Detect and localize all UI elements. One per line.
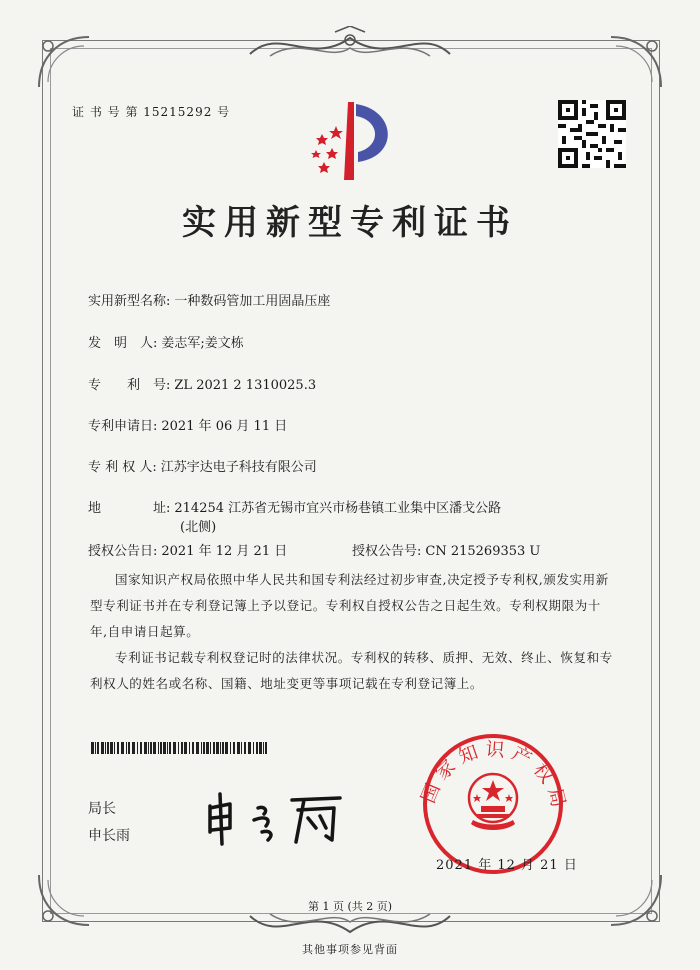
corner-ornament-top-right	[606, 32, 666, 92]
certificate-number: 证 书 号 第 15215292 号	[72, 105, 231, 119]
field-value: CN 215269353 U	[425, 544, 541, 559]
field-label: 授权公告日:	[88, 544, 158, 559]
field-address	[88, 497, 501, 516]
statement-paragraph-1: 国家知识产权局依照中华人民共和国专利法经过初步审查,决定授予专利权,颁发实用新型专利证书并在专利登记簿上予以登记。专利权自授权公告之日起生效。专利权期限为十年,自申请日起算。	[90, 572, 609, 639]
field-value: 2021 年 12 月 21 日	[161, 544, 288, 559]
field-value: 2021 年 06 月 11 日	[161, 419, 288, 434]
top-ornament	[240, 26, 460, 66]
field-value: 一种数码管加工用固晶压座	[174, 294, 331, 309]
cnipa-logo-icon	[296, 96, 406, 186]
seal-text: 国家知识产权局	[417, 738, 571, 816]
field-value: 江苏宇达电子科技有限公司	[160, 460, 317, 475]
corner-ornament-top-left	[34, 32, 94, 92]
field-label: 实用新型名称:	[88, 294, 171, 309]
field-grant-date	[88, 540, 287, 559]
footer-note: 其他事项参见背面	[302, 943, 398, 956]
field-utility-name	[88, 290, 330, 309]
field-address-line2: (北侧)	[180, 520, 217, 535]
qr-code-icon	[558, 100, 626, 168]
barcode-icon	[91, 742, 271, 754]
svg-text:国家知识产权局	[417, 738, 571, 815]
director-name: 申长雨	[88, 828, 130, 844]
seal-date: 2021 年 12 月 21 日	[436, 858, 578, 873]
field-label: 发 明 人:	[88, 336, 158, 351]
field-label: 专利申请日:	[88, 419, 158, 434]
field-application-date	[88, 415, 287, 434]
field-value: 姜志军;姜文栋	[161, 336, 244, 351]
field-value: 214254 江苏省无锡市宜兴市杨巷镇工业集中区潘戈公路	[174, 501, 502, 516]
field-patent-number	[88, 374, 316, 393]
field-value: ZL 2021 2 1310025.3	[174, 378, 317, 393]
field-grant-number	[352, 540, 540, 559]
field-label: 专 利 权 人:	[88, 460, 157, 475]
field-label: 授权公告号:	[352, 544, 422, 559]
field-label: 专 利 号:	[88, 378, 171, 393]
field-patentee	[88, 456, 317, 475]
field-label: 地 址:	[88, 501, 171, 516]
director-title: 局长	[88, 801, 116, 817]
official-seal-icon	[413, 724, 573, 874]
certificate-title: 实用新型专利证书	[182, 203, 518, 243]
page-number: 第 1 页 (共 2 页)	[307, 900, 393, 913]
director-signature	[200, 788, 360, 848]
statement-paragraph-2: 专利证书记载专利权登记时的法律状况。专利权的转移、质押、无效、终止、恢复和专利权人的姓名或名称、国籍、地址变更等事项记载在专利登记簿上。	[90, 650, 613, 691]
field-inventor	[88, 332, 244, 351]
